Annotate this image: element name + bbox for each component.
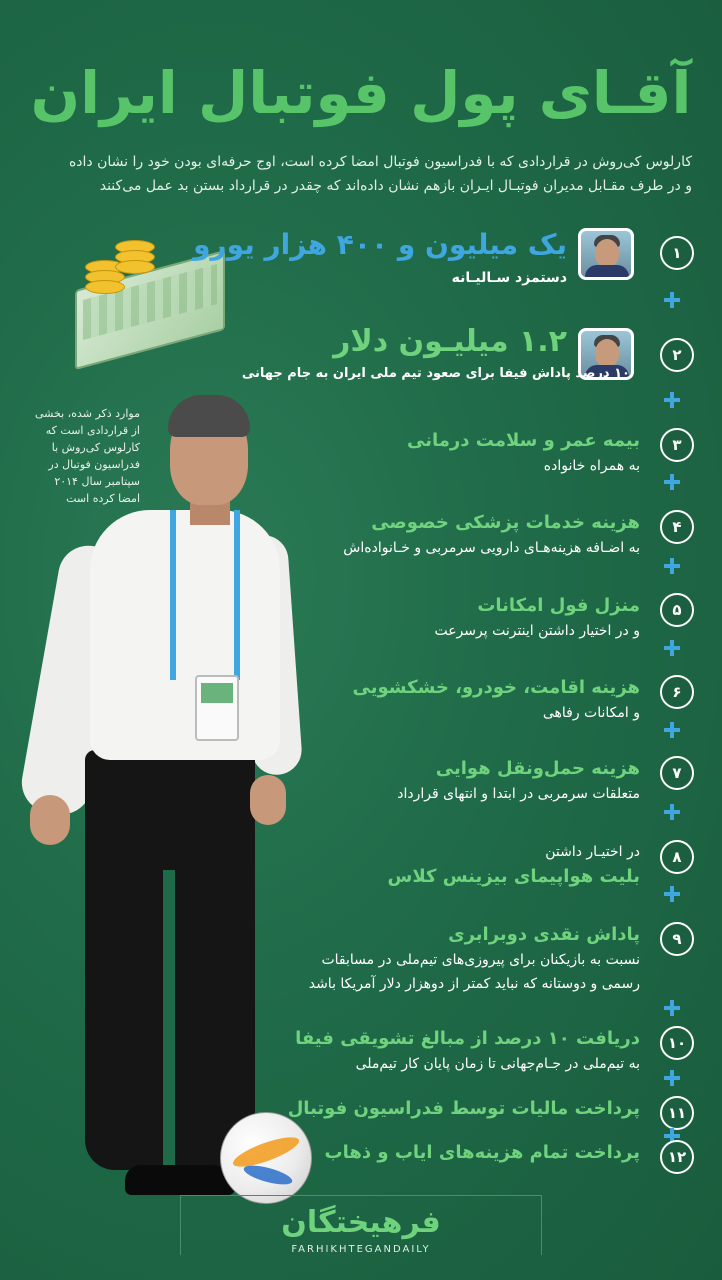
footer-divider bbox=[180, 1195, 542, 1196]
item-number: ۱۱ bbox=[660, 1096, 694, 1130]
plus-icon bbox=[664, 722, 680, 738]
item-heading: هزینه خدمات پزشکی خصوصی bbox=[371, 512, 640, 533]
coach-photo-thumbnail bbox=[578, 228, 634, 280]
list-item-12 bbox=[250, 1140, 694, 1166]
item-heading: بیمه عمر و سلامت درمانی bbox=[407, 430, 640, 451]
bonus-caption: ۱۰ درصد پاداش فیفا برای صعود تیم ملی ایران به جام جهانی bbox=[241, 366, 630, 381]
item-caption: و امکانات رفاهی bbox=[542, 705, 640, 721]
item-caption: نسبت به بازیکنان برای پیروزی‌های تیم‌ملی در مسابقات bbox=[321, 952, 640, 968]
list-item-9 bbox=[250, 922, 694, 996]
item-heading: بلیت هواپیمای بیزینس کلاس bbox=[387, 866, 640, 887]
list-item-11 bbox=[250, 1096, 694, 1122]
item-heading: پرداخت تمام هزینه‌های ایاب و ذهاب bbox=[324, 1142, 640, 1163]
plus-icon bbox=[664, 804, 680, 820]
item-number: ۱۰ bbox=[660, 1026, 694, 1060]
plus-icon bbox=[664, 292, 680, 308]
item-heading: منزل فول امکانات bbox=[477, 595, 640, 616]
item-caption: در اختیـار داشتن bbox=[545, 844, 640, 860]
item-caption: متعلقات سرمربی در ابتدا و انتهای قرارداد bbox=[397, 786, 640, 802]
item-number: ۳ bbox=[660, 428, 694, 462]
item-caption: به تیم‌ملی در جـام‌جهانی تا زمان پایان کار تیم‌ملی bbox=[355, 1056, 640, 1072]
list-item-4 bbox=[250, 510, 694, 560]
salary-caption: دستمزد سـالیـانه bbox=[451, 270, 567, 286]
side-note: موارد ذکر شده، بخشی از قراردادی است که کارلوس کی‌روش با فدراسیون فوتبال در سپتامبر سال ۲۰۱۴ امضا کرده است bbox=[35, 407, 140, 505]
item-heading: پاداش نقدی دوبرابری bbox=[448, 924, 640, 945]
plus-icon bbox=[664, 1070, 680, 1086]
item-number: ۵ bbox=[660, 593, 694, 627]
item-number: ۶ bbox=[660, 675, 694, 709]
intro-text bbox=[24, 150, 692, 198]
list-item-6 bbox=[250, 675, 694, 725]
list-item-8 bbox=[250, 840, 694, 890]
item-number: ۷ bbox=[660, 756, 694, 790]
list-item-3 bbox=[250, 428, 694, 478]
plus-icon bbox=[664, 392, 680, 408]
salary-headline: یک میلیون و ۴۰۰ هزار یورو bbox=[193, 228, 567, 261]
list-item-7 bbox=[250, 756, 694, 806]
item-caption: و در اختیار داشتن اینترنت پرسرعت bbox=[434, 623, 640, 639]
item-number: ۲ bbox=[660, 338, 694, 372]
brand-logo-fa: فرهیختگان bbox=[281, 1205, 441, 1240]
item-heading: دریافت ۱۰ درصد از مبالغ تشویقی فیفا bbox=[295, 1028, 640, 1049]
plus-icon bbox=[664, 640, 680, 656]
item-caption: به همراه خانواده bbox=[543, 458, 640, 474]
coin bbox=[85, 280, 125, 294]
item-caption: به اضـافه هزینه‌هـای دارویی سرمربی و خـانواده‌اش bbox=[343, 540, 640, 556]
intro-line-2: و در طرف مقـابل مدیران فوتبـال ایـران بازهم نشان داده‌اند که چقدر در قرارداد بستن بد عمل می‌کنند bbox=[99, 178, 692, 194]
item-heading: هزینه حمل‌ونقل هوایی bbox=[435, 758, 640, 779]
item-heading: هزینه اقامت، خودرو، خشکشویی bbox=[352, 677, 640, 698]
intro-line-1: کارلوس کی‌روش در قراردادی که با فدراسیون فوتبال امضا کرده است، اوج حرفه‌ای بودن خود را نشان داده bbox=[68, 154, 692, 170]
item-number: ۹ bbox=[660, 922, 694, 956]
item-number: ۴ bbox=[660, 510, 694, 544]
item-number: ۱ bbox=[660, 236, 694, 270]
plus-icon bbox=[664, 474, 680, 490]
list-item-5 bbox=[250, 593, 694, 643]
plus-icon bbox=[664, 558, 680, 574]
bonus-headline: ۱.۲ میلیـون دلار bbox=[333, 324, 567, 359]
accreditation-badge bbox=[195, 675, 239, 741]
item-number: ۸ bbox=[660, 840, 694, 874]
plus-icon bbox=[664, 1000, 680, 1016]
list-item-10 bbox=[250, 1026, 694, 1076]
plus-icon bbox=[664, 886, 680, 902]
page-title: آقـای پول فوتبال ایران bbox=[30, 59, 692, 127]
item-caption: رسمی و دوستانه که نباید کمتر از دوهزار دلار آمریکا باشد bbox=[308, 976, 640, 992]
brand-logo-en: FARHIKHTEGANDAILY bbox=[291, 1244, 431, 1255]
item-heading: پرداخت مالیات توسط فدراسیون فوتبال bbox=[287, 1098, 640, 1119]
coin bbox=[115, 260, 155, 274]
item-number: ۱۲ bbox=[660, 1140, 694, 1174]
